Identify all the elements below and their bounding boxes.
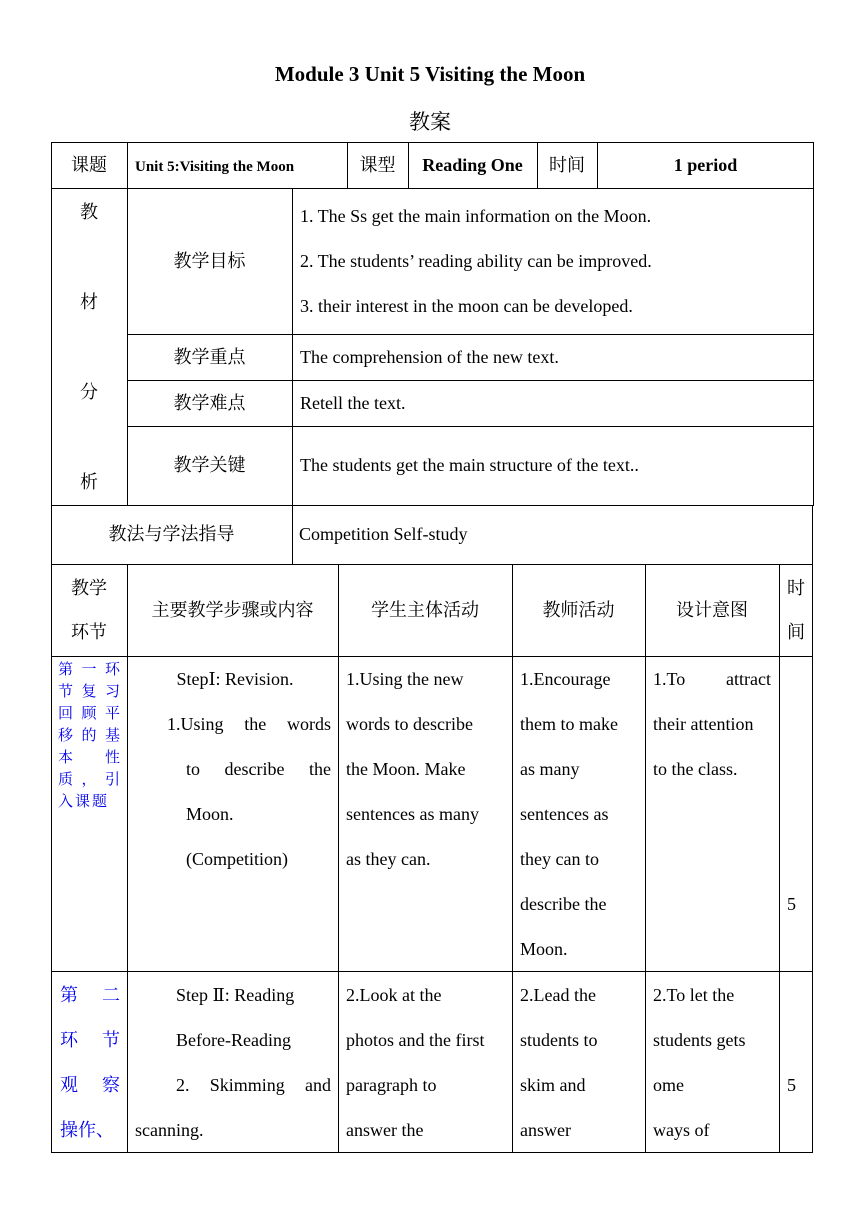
col-time-2: 间 [787,622,805,643]
time-value: 1 period [673,155,738,175]
difficulty-label: 教学难点 [173,393,246,414]
row1-teacher-3: as many [520,759,580,779]
type-value: Reading One [422,155,523,175]
row2-teacher-3: skim and [520,1075,586,1095]
col-student: 学生主体活动 [371,600,479,621]
row1-intent-1: 1.To attract [653,669,771,689]
time-label: 时间 [549,155,585,176]
focus-value: The comprehension of the new text. [300,347,559,367]
key-label: 教学关键 [173,455,246,476]
row1-student-1: 1.Using the new [346,669,464,689]
row1-student-2: words to describe [346,714,473,734]
row2-intent-4: ways of [653,1120,710,1140]
row2-intent-2: students gets [653,1030,746,1050]
row2-step-2: Before-Reading [176,1030,291,1050]
row2-time: 5 [787,1075,796,1095]
key-value: The students get the main structure of the text.. [300,455,639,475]
row1-time: 5 [787,894,796,914]
row2-step-3: 2. Skimming and [176,1075,331,1095]
row2-stage-1: 第 二 [60,985,120,1006]
row1-step-5: (Competition) [186,849,288,869]
page-subtitle: 教案 [409,110,451,134]
row1-teacher-2: them to make [520,714,618,734]
goal-3: 3. their interest in the moon can be developed. [300,296,633,316]
row2-stage-3: 观 察 [60,1075,120,1096]
col-stage-2: 环节 [71,622,107,643]
difficulty-value: Retell the text. [300,393,406,413]
row1-intent-3: to the class. [653,759,738,779]
row1-teacher-4: sentences as [520,804,609,824]
row2-student-2: photos and the first [346,1030,485,1050]
row1-teacher-1: 1.Encourage [520,669,611,689]
row1-student-4: sentences as many [346,804,479,824]
page-title: Module 3 Unit 5 Visiting the Moon [274,62,586,86]
row2-teacher-2: students to [520,1030,598,1050]
row2-step-1: Step Ⅱ: Reading [176,985,295,1005]
row1-teacher-7: Moon. [520,939,568,959]
row1-intent-2: their attention [653,714,754,734]
goals-label: 教学目标 [173,251,246,272]
row1-student-3: the Moon. Make [346,759,466,779]
row1-teacher-6: describe the [520,894,607,914]
method-label: 教法与学法指导 [108,524,235,545]
row2-intent-3: ome [653,1075,684,1095]
row1-step-2: 1.Using the words [167,714,331,734]
col-time-1: 时 [787,578,805,599]
col-steps: 主要教学步骤或内容 [151,600,314,621]
row2-intent-1: 2.To let the [653,985,735,1005]
row1-teacher-5: they can to [520,849,599,869]
row1-student-5: as they can. [346,849,431,869]
row2-student-3: paragraph to [346,1075,437,1095]
focus-label: 教学重点 [173,347,246,368]
row2-step-4: scanning. [135,1120,204,1140]
topic-label: 课题 [71,155,107,176]
row2-stage-4: 操作、 [60,1120,114,1141]
goal-2: 2. The students’ reading ability can be improved. [300,251,652,271]
row1-step-3: to describe the [186,759,331,779]
topic-value: Unit 5:Visiting the Moon [135,159,295,175]
row2-student-4: answer the [346,1120,424,1140]
method-value: Competition Self-study [299,524,468,544]
row2-student-1: 2.Look at the [346,985,442,1005]
goal-1: 1. The Ss get the main information on the Moon. [300,206,652,226]
type-label: 课型 [359,155,396,176]
row2-teacher-1: 2.Lead the [520,985,596,1005]
side-char-2: 材 [80,292,98,313]
side-char-3: 分 [80,382,98,403]
col-teacher: 教师活动 [542,600,615,621]
side-char-4: 析 [80,472,98,493]
row1-step-4: Moon. [186,804,234,824]
row2-teacher-4: answer [520,1120,571,1140]
col-intent: 设计意图 [676,600,748,621]
col-stage-1: 教学 [71,578,107,599]
row1-stage: 第一环节复习回顾平移的基本性质，引入课题 [58,660,122,810]
row1-step-1: StepⅠ: Revision. [176,669,294,689]
row2-stage-2: 环 节 [60,1030,120,1051]
side-char-1: 教 [80,202,98,223]
